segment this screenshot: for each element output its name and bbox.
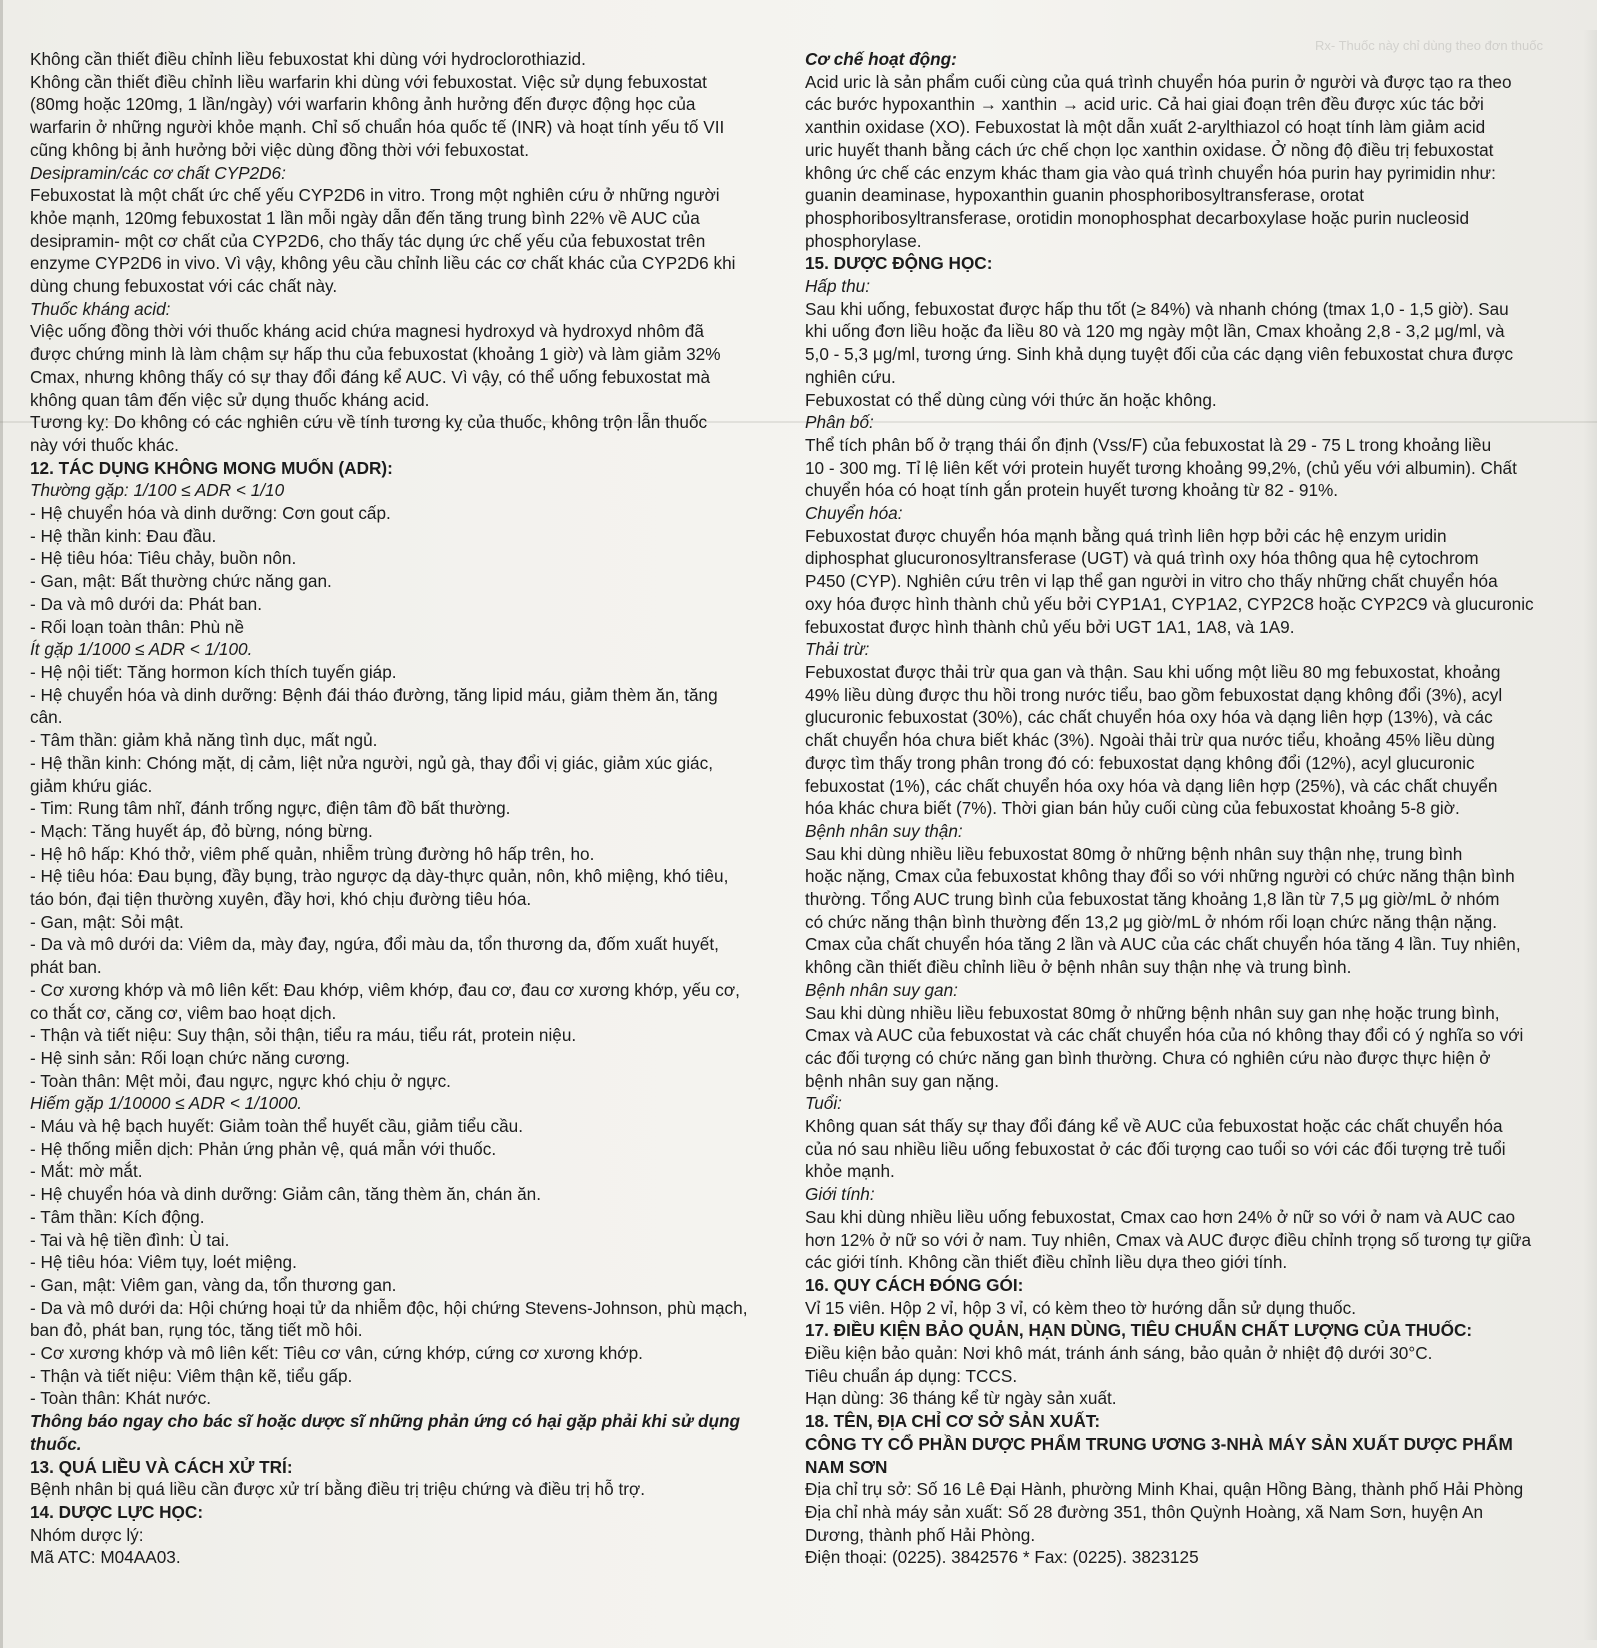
left-subheading: Hiếm gặp 1/10000 ≤ ADR < 1/1000. xyxy=(30,1093,303,1114)
right-text-line: oxy hóa được hình thành chủ yếu bởi CYP1A1, CYP1A2, CYP2C8 hoặc CYP2C9 và glucuronic xyxy=(805,593,1534,614)
right-text-line: xanthin oxidase (XO). Febuxostat là một dẫn xuất 2-arylthiazol có hoạt tính làm giảm acid xyxy=(805,117,1486,138)
left-text-line: Mã ATC: M04AA03. xyxy=(30,1547,181,1568)
left-section-heading: 13. QUÁ LIỀU VÀ CÁCH XỬ TRÍ: xyxy=(30,1456,293,1477)
left-text-line: desipramin- một cơ chất của CYP2D6, cho thấy tác dụng ức chế yếu của febuxostat trên xyxy=(30,230,706,251)
right-subheading: Bệnh nhân suy gan: xyxy=(805,979,958,1000)
right-text-line: Acid uric là sản phẩm cuối cùng của quá trình chuyển hóa purin ở người và được tạo ra theo xyxy=(805,71,1512,92)
right-text-line: không ức chế các enzym khác tham gia vào quá trình chuyển hóa purin hay pyrimidin như: xyxy=(805,162,1496,183)
left-emphasis-line: Thông báo ngay cho bác sĩ hoặc dược sĩ những phản ứng có hại gặp phải khi sử dụng xyxy=(30,1411,740,1432)
page-right-shadow xyxy=(1583,30,1597,1640)
right-text-line: guanin deaminase, hypoxanthin guanin phosphoribosyltransferase, orotat xyxy=(805,185,1364,206)
right-text-line: Địa chỉ trụ sở: Số 16 Lê Đại Hành, phường Minh Khai, quận Hồng Bàng, thành phố Hải Phòng xyxy=(805,1479,1524,1500)
right-text-line: Cmax và AUC của febuxostat và các chất chuyển hóa của nó không thay đổi có ý nghĩa so với xyxy=(805,1025,1524,1046)
left-text-line: phát ban. xyxy=(30,957,102,978)
left-text-line: - Hệ thần kinh: Chóng mặt, dị cảm, liệt nửa người, ngủ gà, thay đổi vị giác, giảm xúc giác, xyxy=(30,752,713,773)
left-section-heading: 14. DƯỢC LỰC HỌC: xyxy=(30,1502,204,1522)
left-text-line: được chứng minh là làm chậm sự hấp thu của febuxostat (khoảng 1 giờ) và làm giảm 32% xyxy=(30,344,721,365)
right-subheading: Bệnh nhân suy thận: xyxy=(805,820,963,841)
left-subheading: Thường gặp: 1/100 ≤ ADR < 1/10 xyxy=(30,480,285,501)
left-text-line: - Hệ thần kinh: Đau đầu. xyxy=(30,525,217,546)
left-text-line: - Thận và tiết niệu: Viêm thận kẽ, tiểu gấp. xyxy=(30,1365,353,1386)
left-text-line: Tương kỵ: Do không có các nghiên cứu về tính tương kỵ của thuốc, không trộn lẫn thuốc xyxy=(30,412,708,433)
left-text-line: - Cơ xương khớp và mô liên kết: Tiêu cơ vân, cứng khớp, cứng cơ xương khớp. xyxy=(30,1343,643,1364)
left-text-line: - Hệ nội tiết: Tăng hormon kích thích tuyến giáp. xyxy=(30,661,397,682)
left-text-line: này với thuốc khác. xyxy=(30,434,179,455)
right-subheading: Chuyển hóa: xyxy=(805,503,903,524)
right-text-line: Febuxostat có thể dùng cùng với thức ăn hoặc không. xyxy=(805,389,1217,410)
left-text-line: cũng không bị ảnh hưởng bởi việc dùng đồng thời với febuxostat. xyxy=(30,139,530,160)
right-text-line: diphosphat glucuronosyltransferase (UGT) và quá trình oxy hóa thông qua hệ cytochrom xyxy=(805,548,1479,569)
right-text-line: Sau khi dùng nhiều liều febuxostat 80mg ở những bệnh nhân suy thận nhẹ, trung bình xyxy=(805,843,1463,864)
right-subheading: Hấp thu: xyxy=(805,276,870,297)
left-text-line: - Gan, mật: Sỏi mật. xyxy=(30,911,184,932)
right-text-line: Sau khi dùng nhiều liều febuxostat 80mg ở những bệnh nhân suy gan nhẹ hoặc trung bình, xyxy=(805,1002,1500,1023)
left-text-line: - Mạch: Tăng huyết áp, đỏ bừng, nóng bừng. xyxy=(30,820,373,841)
left-text-line: - Tim: Rung tâm nhĩ, đánh trống ngực, điện tâm đồ bất thường. xyxy=(30,798,511,819)
left-text-line: khỏe mạnh, 120mg febuxostat 1 lần mỗi ngày dẫn đến tăng trung bình 22% về AUC của xyxy=(30,207,700,228)
right-text-line: 10 - 300 mg. Tỉ lệ liên kết với protein huyết tương khoảng 99,2%, (chủ yếu với albumin). Chất xyxy=(805,457,1517,478)
left-subheading: Ít gặp 1/1000 ≤ ADR < 1/100. xyxy=(30,639,253,660)
right-text-line: febuxostat được hình thành chủ yếu bởi UGT 1A1, 1A8, và 1A9. xyxy=(805,616,1295,637)
left-text-line: - Hệ chuyển hóa và dinh dưỡng: Giảm cân, tăng thèm ăn, chán ăn. xyxy=(30,1184,542,1205)
left-column xyxy=(30,48,772,1569)
left-subheading: Desipramin/các cơ chất CYP2D6: xyxy=(30,162,286,183)
right-section-heading: 17. ĐIỀU KIỆN BẢO QUẢN, HẠN DÙNG, TIÊU CHUẨN CHẤT LƯỢNG CỦA THUỐC: xyxy=(805,1320,1473,1341)
left-text-line: giảm khứu giác. xyxy=(30,775,153,796)
left-text-line: enzyme CYP2D6 in vivo. Vì vậy, không yêu cầu chỉnh liều các cơ chất khác của CYP2D6 khi xyxy=(30,253,736,274)
right-text-line: 5,0 - 5,3 μg/ml, tương ứng. Sinh khả dụng tuyệt đối của các dạng viên febuxostat chưa được xyxy=(805,344,1514,365)
right-text-line: Địa chỉ nhà máy sản xuất: Số 28 đường 351, thôn Quỳnh Hoàng, xã Nam Sơn, huyện An xyxy=(805,1502,1484,1522)
right-section-heading: CÔNG TY CỔ PHẦN DƯỢC PHẨM TRUNG ƯƠNG 3-NHÀ MÁY SẢN XUẤT DƯỢC PHẨM xyxy=(805,1433,1513,1454)
right-subheading: Tuổi: xyxy=(805,1093,842,1114)
right-text-line: Dương, thành phố Hải Phòng. xyxy=(805,1524,1036,1545)
right-text-line: febuxostat (1%), các chất chuyển hóa oxy hóa và dạng liên hợp (25%), và các chất chuyển xyxy=(805,775,1498,796)
right-section-heading: NAM SƠN xyxy=(805,1456,888,1477)
right-section-heading: 15. DƯỢC ĐỘNG HỌC: xyxy=(805,253,993,274)
left-text-line: co thắt cơ, căng cơ, viêm bao hoạt dịch. xyxy=(30,1002,337,1023)
right-text-line: của nó sau nhiều liều uống febuxostat ở các đối tượng cao tuổi so với các đối tượng trẻ tuổi xyxy=(805,1138,1506,1159)
left-subheading: Thuốc kháng acid: xyxy=(30,298,171,319)
left-text-line: - Mắt: mờ mắt. xyxy=(30,1161,143,1182)
left-text-line: - Gan, mật: Bất thường chức năng gan. xyxy=(30,571,332,592)
right-section-heading: 16. QUY CÁCH ĐÓNG GÓI: xyxy=(805,1274,1024,1295)
right-column xyxy=(805,48,1535,1569)
right-text-line: chuyển hóa có hoạt tính gắn protein huyết tương khoảng từ 82 - 91%. xyxy=(805,480,1339,501)
left-text-line: Nhóm dược lý: xyxy=(30,1524,144,1545)
right-text-line: không cần thiết điều chỉnh liều ở bệnh nhân suy thận nhẹ và trung bình. xyxy=(805,957,1352,978)
left-text-line: táo bón, đại tiện thường xuyên, đầy hơi, khó chịu đường tiêu hóa. xyxy=(30,889,532,910)
right-subheading: Phân bố: xyxy=(805,412,874,433)
right-text-line: Vỉ 15 viên. Hộp 2 vỉ, hộp 3 vỉ, có kèm theo tờ hướng dẫn sử dụng thuốc. xyxy=(805,1297,1356,1318)
left-text-line: - Thận và tiết niệu: Suy thận, sỏi thận, tiểu ra máu, tiểu rát, protein niệu. xyxy=(30,1025,577,1046)
left-text-line: - Da và mô dưới da: Phát ban. xyxy=(30,593,263,614)
left-text-line: - Rối loạn toàn thân: Phù nề xyxy=(30,616,245,637)
right-subheading: Giới tính: xyxy=(805,1184,875,1205)
left-text-line: - Tâm thần: giảm khả năng tình dục, mất ngủ. xyxy=(30,730,378,751)
right-text-line: P450 (CYP). Nghiên cứu trên vi lạp thể gan người in vitro cho thấy những chất chuyển hóa xyxy=(805,571,1498,592)
right-emphasis-line: Cơ chế hoạt động: xyxy=(805,49,957,69)
left-text-line: cân. xyxy=(30,707,63,728)
left-text-line: - Hệ chuyển hóa và dinh dưỡng: Cơn gout cấp. xyxy=(30,503,391,524)
left-text-line: - Hệ sinh sản: Rối loạn chức năng cương. xyxy=(30,1047,350,1068)
right-text-line: khỏe mạnh. xyxy=(805,1161,895,1182)
right-section-heading: 18. TÊN, ĐỊA CHỈ CƠ SỞ SẢN XUẤT: xyxy=(805,1411,1101,1432)
right-text-line: Điều kiện bảo quản: Nơi khô mát, tránh ánh sáng, bảo quản ở nhiệt độ dưới 30°C. xyxy=(805,1343,1433,1364)
left-text-line: Không cần thiết điều chỉnh liều warfarin khi dùng với febuxostat. Việc sử dụng febuxostat xyxy=(30,71,707,92)
left-text-line: Cmax, nhưng không thấy có sự thay đổi đáng kể AUC. Vì vậy, có thể uống febuxostat mà xyxy=(30,366,711,387)
right-text-line: hơn 12% ở nữ so với ở nam. Tuy nhiên, Cmax và AUC được điều chỉnh trọng số tương tự giữa xyxy=(805,1229,1532,1250)
right-text-line: Tiêu chuẩn áp dụng: TCCS. xyxy=(805,1365,1018,1386)
right-text-line: Sau khi uống, febuxostat được hấp thu tốt (≥ 84%) và nhanh chóng (tmax 1,0 - 1,5 giờ). Sau xyxy=(805,298,1509,319)
left-text-line: (80mg hoặc 120mg, 1 lần/ngày) với warfarin không ảnh hưởng đến được động học của xyxy=(30,94,696,115)
left-text-line: - Da và mô dưới da: Hội chứng hoại tử da nhiễm độc, hội chứng Stevens-Johnson, phù mạch, xyxy=(30,1297,748,1318)
left-text-line: Febuxostat là một chất ức chế yếu CYP2D6 in vitro. Trong một nghiên cứu ở những người xyxy=(30,185,720,206)
left-emphasis-line: thuốc. xyxy=(30,1433,82,1454)
left-text-line: - Tâm thần: Kích động. xyxy=(30,1206,205,1227)
left-text-line: - Hệ tiêu hóa: Tiêu chảy, buồn nôn. xyxy=(30,548,297,569)
left-text-line: - Toàn thân: Khát nước. xyxy=(30,1388,212,1409)
left-text-line: - Toàn thân: Mệt mỏi, đau ngực, ngực khó chịu ở ngực. xyxy=(30,1070,451,1091)
right-text-line: nghiên cứu. xyxy=(805,366,896,387)
left-text-line: dùng chung febuxostat với các chất này. xyxy=(30,276,338,297)
left-text-line: - Hệ thống miễn dịch: Phản ứng phản vệ, quá mẫn với thuốc. xyxy=(30,1138,497,1159)
right-text-line: bệnh nhân suy gan nặng. xyxy=(805,1070,1000,1091)
right-subheading: Thải trừ: xyxy=(805,639,870,660)
right-text-line: phosphorylase. xyxy=(805,230,922,251)
left-text-line: - Hệ tiêu hóa: Viêm tụy, loét miệng. xyxy=(30,1252,297,1273)
right-text-line: 49% liều dùng được thu hồi trong nước tiểu, bao gồm febuxostat dạng không đổi (3%), acyl xyxy=(805,684,1503,705)
bleed-through-text: Rx- Thuốc này chỉ dùng theo đơn thuốc xyxy=(1315,38,1543,53)
right-text-line: thường. Tổng AUC trung bình của febuxostat tăng khoảng 1,8 lần từ 7,5 μg giờ/mL ở nhóm xyxy=(805,889,1500,910)
left-text-line: Việc uống đồng thời với thuốc kháng acid chứa magnesi hydroxyd và hydroxyd nhôm đã xyxy=(30,321,704,342)
right-text-line: glucuronic febuxostat (30%), các chất chuyển hóa oxy hóa và dạng liên hợp (13%), và các xyxy=(805,707,1493,728)
page-edge-shadow xyxy=(0,0,3,1648)
right-text-line: Điện thoại: (0225). 3842576 * Fax: (0225). 3823125 xyxy=(805,1547,1199,1568)
right-text-line: Cmax của chất chuyển hóa tăng 2 lần và AUC của các chất chuyển hóa tăng 4 lần. Tuy nhiên, xyxy=(805,934,1521,955)
left-text-line: Bệnh nhân bị quá liều cần được xử trí bằng điều trị triệu chứng và điều trị hỗ trợ. xyxy=(30,1479,646,1500)
right-text-line: hoặc nặng, Cmax của febuxostat không thay đổi so với những người có chức năng thận bình xyxy=(805,866,1515,887)
left-text-line: - Cơ xương khớp và mô liên kết: Đau khớp, viêm khớp, đau cơ, đau cơ xương khớp, yếu cơ, xyxy=(30,979,740,1000)
right-text-line: Sau khi dùng nhiều liều uống febuxostat, Cmax cao hơn 24% ở nữ so với ở nam và AUC cao xyxy=(805,1206,1516,1227)
right-text-line: được tìm thấy trong phân trong đó có: febuxostat dạng không đổi (12%), acyl glucuronic xyxy=(805,752,1475,773)
right-text-line: Febuxostat được thải trừ qua gan và thận. Sau khi uống một liều 80 mg febuxostat, khoảng xyxy=(805,661,1501,682)
left-text-line: - Máu và hệ bạch huyết: Giảm toàn thể huyết cầu, giảm tiểu cầu. xyxy=(30,1116,523,1137)
right-text-line: hóa khác chưa biết (7%). Thời gian bán hủy cuối cùng của febuxostat khoảng 5-8 giờ. xyxy=(805,798,1460,819)
left-text-line: - Da và mô dưới da: Viêm da, mày đay, ngứa, đổi màu da, tổn thương da, đốm xuất huyết, xyxy=(30,934,719,955)
right-text-line: có chức năng thận bình thường đến 13,2 μg giờ/mL ở nhóm rối loạn chức năng thận nặng. xyxy=(805,911,1498,932)
right-text-line: các giới tính. Không cần thiết điều chỉnh liều dựa theo giới tính. xyxy=(805,1252,1288,1273)
right-text-line: chất chuyển hóa chưa biết khác (3%). Ngoài thải trừ qua nước tiểu, khoảng 45% liều dùng xyxy=(805,730,1495,751)
right-text-line: Không quan sát thấy sự thay đổi đáng kể về AUC của febuxostat hoặc các chất chuyển hóa xyxy=(805,1116,1503,1137)
left-text-line: ban đỏ, phát ban, rụng tóc, tăng tiết mồ hôi. xyxy=(30,1320,363,1341)
left-text-line: - Hệ chuyển hóa và dinh dưỡng: Bệnh đái tháo đường, tăng lipid máu, giảm thèm ăn, tăng xyxy=(30,684,718,705)
right-text-line: Febuxostat được chuyển hóa mạnh bằng quá trình liên hợp bởi các hệ enzym uridin xyxy=(805,525,1447,546)
right-text-line: các bước hypoxanthin → xanthin → acid uric. Cả hai giai đoạn trên đều được xúc tác bởi xyxy=(805,94,1484,115)
right-text-line: các đối tượng có chức năng gan bình thường. Chưa có nghiên cứu nào được thực hiện ở xyxy=(805,1047,1491,1068)
right-text-line: uric huyết thanh bằng cách ức chế chọn lọc xanthin oxidase. Ở nồng độ điều trị febuxostat xyxy=(805,139,1494,160)
right-text-line: phosphoribosyltransferase, orotidin monophosphat decarboxylase hoặc purin nucleosid xyxy=(805,207,1470,228)
left-text-line: - Hệ hô hấp: Khó thở, viêm phế quản, nhiễm trùng đường hô hấp trên, ho. xyxy=(30,843,595,864)
right-text-line: khi uống đơn liều hoặc đa liều 80 và 120 mg ngày một lần, Cmax khoảng 2,8 - 3,2 μg/ml, và xyxy=(805,321,1505,342)
left-text-line: warfarin ở những người khỏe mạnh. Chỉ số chuẩn hóa quốc tế (INR) và hoạt tính yếu tố VII xyxy=(30,117,725,138)
left-text-line: - Gan, mật: Viêm gan, vàng da, tổn thương gan. xyxy=(30,1274,397,1295)
left-text-line: Không cần thiết điều chỉnh liều febuxostat khi dùng với hydroclorothiazid. xyxy=(30,49,586,69)
left-text-line: - Hệ tiêu hóa: Đau bụng, đầy bụng, trào ngược dạ dày-thực quản, nôn, khô miệng, khó tiêu, xyxy=(30,866,729,887)
left-text-line: không quan tâm đến việc sử dụng thuốc kháng acid. xyxy=(30,389,430,410)
right-text-line: Thể tích phân bố ở trạng thái ổn định (Vss/F) của febuxostat là 29 - 75 L trong khoảng liều xyxy=(805,434,1492,455)
left-section-heading: 12. TÁC DỤNG KHÔNG MONG MUỐN (ADR): xyxy=(30,457,393,478)
right-text-line: Hạn dùng: 36 tháng kể từ ngày sản xuất. xyxy=(805,1388,1117,1409)
left-text-line: - Tai và hệ tiền đình: Ù tai. xyxy=(30,1229,230,1250)
